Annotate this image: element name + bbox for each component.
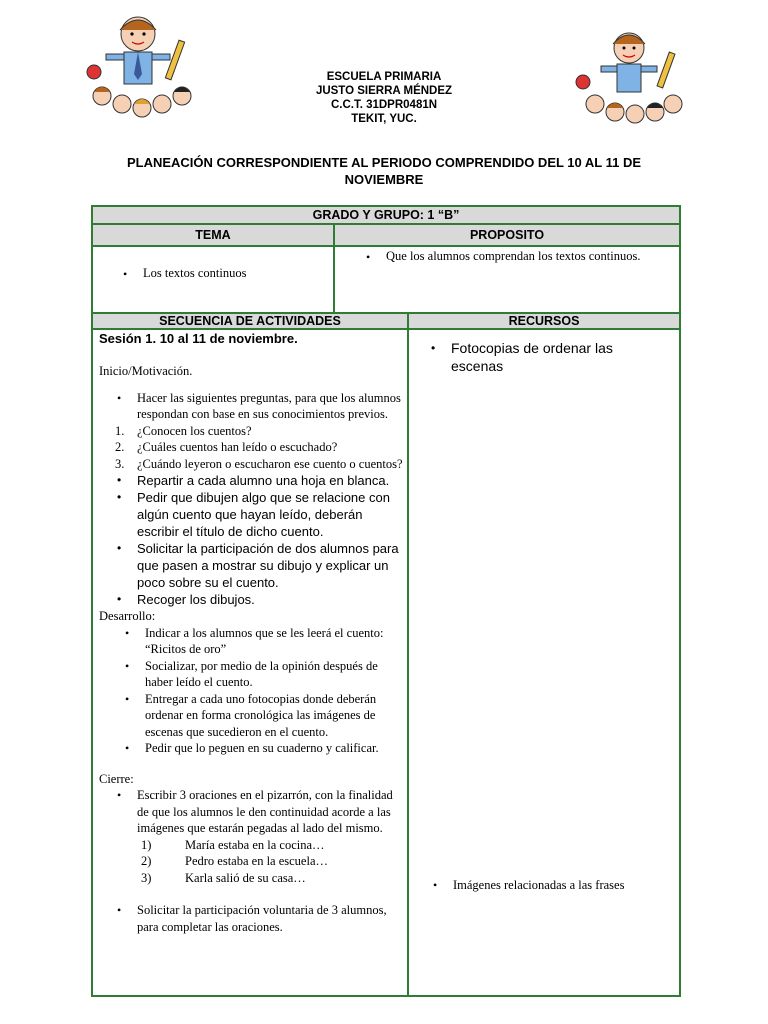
secuencia-header: SECUENCIA DE ACTIVIDADES [93, 314, 407, 328]
school-cct: C.C.T. 31DPR0481N [330, 99, 438, 111]
recurso-item-1: Fotocopias de ordenar las escenas [451, 340, 613, 374]
school-location: TEKIT, YUC. [351, 113, 417, 125]
school-type: ESCUELA PRIMARIA [326, 71, 442, 83]
list-item: Entregar a cada uno fotocopias donde deberán ordenar en forma cronológica las imágenes de escenas que sucedieron en el cuento. [145, 691, 377, 739]
proposito-item: Que los alumnos comprendan los textos continuos. [386, 249, 641, 263]
document-title: PLANEACIÓN CORRESPONDIENTE AL PERIODO COMPRENDIDO DEL 10 AL 11 DE NOVIEMBRE [126, 155, 642, 187]
session-content [99, 330, 405, 935]
sentence-item: 2) Pedro estaba en la escuela… [141, 854, 328, 868]
list-item: Hacer las siguientes preguntas, para que los alumnos respondan con base en sus conocimientos previos. [137, 390, 401, 421]
school-name: JUSTO SIERRA MÉNDEZ [315, 85, 453, 97]
sentence-item: 3) Karla salió de su casa… [141, 870, 306, 885]
list-item: 3. ¿Cuándo leyeron o escucharon ese cuento o cuentos? [115, 456, 403, 471]
sentence-item: 1) María estaba en la cocina… [141, 837, 325, 852]
cierre-label: Cierre: [99, 771, 134, 786]
list-item: Recoger los dibujos. [137, 592, 255, 607]
list-item: 1. ¿Conocen los cuentos? [115, 423, 252, 438]
grade-group-header: GRADO Y GRUPO: 1 “B” [93, 207, 679, 223]
recursos-header: RECURSOS [409, 314, 679, 328]
session-title: Sesión 1. 10 al 11 de noviembre. [99, 331, 298, 346]
list-item: Pedir que lo peguen en su cuaderno y calificar. [145, 741, 379, 755]
list-item: Solicitar la participación de dos alumnos para que pasen a mostrar su dibujo y explicar un poco sobre su el cuento. [137, 541, 399, 590]
desarrollo-label: Desarrollo: [99, 609, 156, 623]
tema-item: Los textos continuos [143, 266, 247, 280]
list-item: Socializar, por medio de la opinión después de haber leído el cuento. [145, 658, 378, 689]
proposito-header: PROPOSITO [335, 225, 679, 245]
list-item: Pedir que dibujen algo que se relacione con algún cuento que hayan leído, deberán escribir el título de dicho cuento. [137, 490, 390, 539]
recurso-item-2: Imágenes relacionadas a las frases [453, 878, 625, 892]
list-item: Escribir 3 oraciones en el pizarrón, con la finalidad de que los alumnos le den continuidad acorde a las imágenes que estarán pegadas al lado del mismo. [137, 788, 393, 835]
list-item: 2. ¿Cuáles cuentos han leído o escuchado? [115, 440, 338, 454]
list-item: Indicar a los alumnos que se les leerá el cuento: “Ricitos de oro” [145, 625, 384, 656]
planning-table [91, 205, 681, 997]
inicio-label: Inicio/Motivación. [99, 364, 193, 378]
tema-header: TEMA [93, 225, 333, 245]
list-item: Solicitar la participación voluntaria de 3 alumnos, para completar las oraciones. [137, 903, 387, 934]
school-header [0, 70, 768, 126]
list-item: Repartir a cada alumno una hoja en blanca. [137, 473, 390, 488]
